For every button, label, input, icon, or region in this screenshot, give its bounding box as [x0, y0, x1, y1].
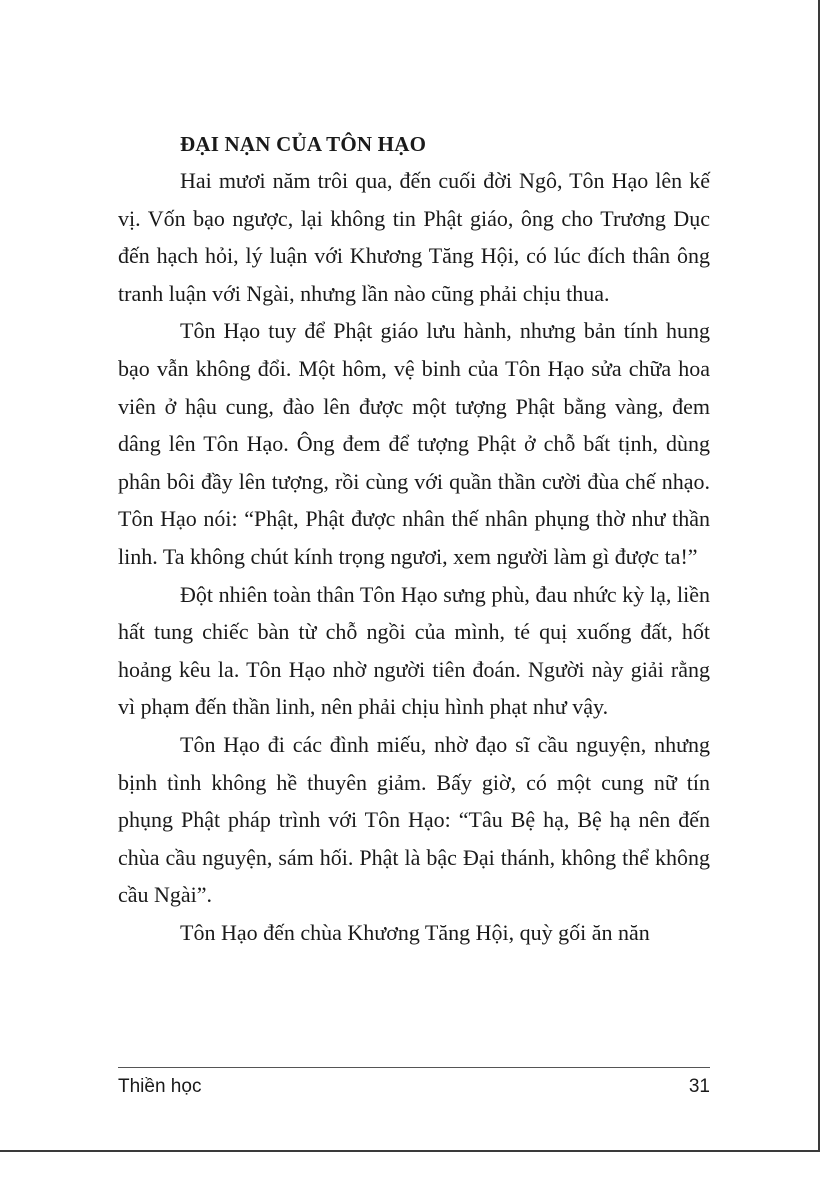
section-heading: ĐẠI NẠN CỦA TÔN HẠO	[180, 132, 427, 156]
paragraph-4: Tôn Hạo đi các đình miếu, nhờ đạo sĩ cầu nguyện, nhưng bịnh tình không hề thuyên giảm. Bấy giờ, có một cung nữ tín phụng Phật pháp trình với Tôn Hạo: “Tâu Bệ hạ, Bệ hạ nên đến chùa cầu nguyện, sám hối. Phật là bậc Đại thánh, không thể không cầu Ngài”.	[118, 731, 710, 908]
paragraph-1: Hai mươi năm trôi qua, đến cuối đời Ngô, Tôn Hạo lên kế vị. Vốn bạo ngược, lại không tin Phật giáo, ông cho Trương Dục đến hạch hỏi, lý luận với Khương Tăng Hội, có lúc đích thân ông tranh luận với Ngài, nhưng lần nào cũng phải chịu thua.	[118, 168, 710, 306]
footer-page-number: 31	[688, 1076, 710, 1097]
page-edge-right	[818, 0, 820, 1150]
paragraph-3: Đột nhiên toàn thân Tôn Hạo sưng phù, đau nhức kỳ lạ, liền hất tung chiếc bàn từ chỗ ngồi của mình, té quị xuống đất, hốt hoảng kêu la. Tôn Hạo nhờ người tiên đoán. Người này giải rằng vì phạm đến thần linh, nên phải chịu hình phạt như vậy.	[118, 581, 710, 720]
paragraph-2: Tôn Hạo tuy để Phật giáo lưu hành, nhưng bản tính hung bạo vẫn không đổi. Một hôm, vệ binh của Tôn Hạo sửa chữa hoa viên ở hậu cung, đào lên được một tượng Phật bằng vàng, đem dâng lên Tôn Hạo. Ông đem để tượng Phật ở chỗ bất tịnh, dùng phân bôi đầy lên tượng, rồi cùng với quần thần cười đùa chế nhạo. Tôn Hạo nói: “Phật, Phật được nhân thế nhân phụng thờ như thần linh. Ta không chút kính trọng ngươi, xem người làm gì được ta!”	[118, 318, 710, 569]
page-body	[118, 126, 710, 951]
page-edge-bottom	[0, 1150, 820, 1152]
footer-book-title: Thiền học	[118, 1076, 202, 1097]
footer-divider	[118, 1067, 710, 1068]
paragraph-5: Tôn Hạo đến chùa Khương Tăng Hội, quỳ gối ăn năn	[180, 919, 650, 945]
